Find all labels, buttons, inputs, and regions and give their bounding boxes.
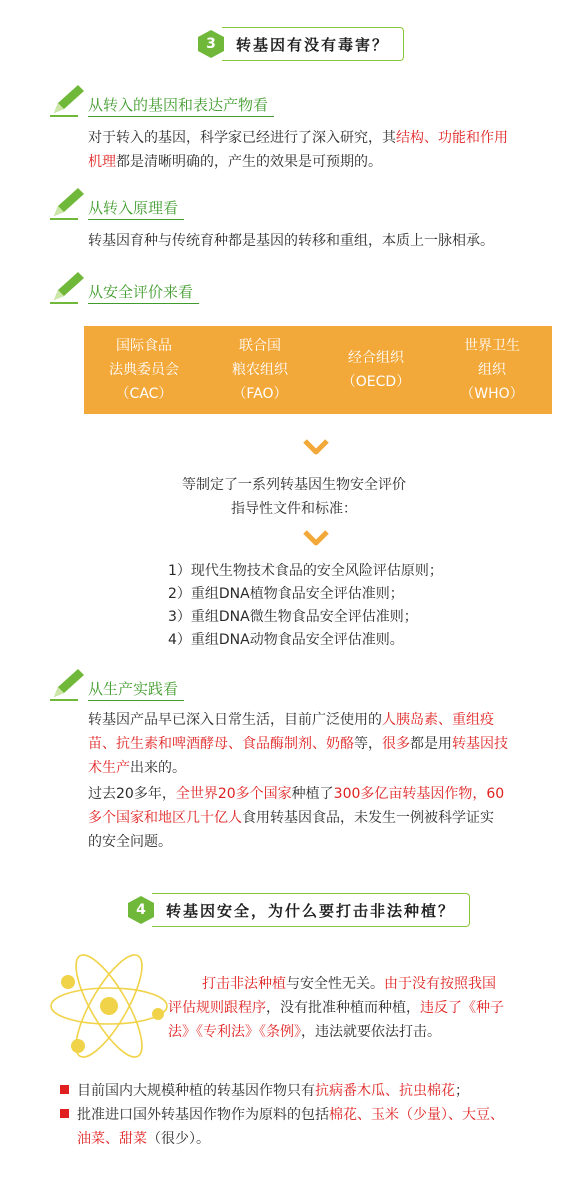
bullet-square-icon: [60, 1109, 69, 1118]
subheading-label: 从安全评价来看: [88, 281, 199, 304]
pencil-icon: [48, 186, 86, 220]
hexagon-badge-icon: [196, 29, 226, 59]
subheading-principle: [48, 186, 184, 220]
org-box-who: 世界卫生 组织 （WHO）: [432, 326, 552, 414]
pencil-icon: [48, 83, 86, 117]
paragraph-illegal-planting: 打击非法种植与安全性无关。由于没有按照我国 评估规则跟程序，没有批准种植而种植，违反了《种子 法》《专利法》《条例》，违法就要依法打击。: [168, 976, 504, 1040]
bullet-list: 目前国内大规模种植的转基因作物只有抗病番木瓜、抗虫棉花； 批准进口国外转基因作物作为原料的包括棉花、玉米（少量）、大豆、 油菜、甜菜（很少）。: [60, 1079, 570, 1151]
section4-title-text: 转基因安全，为什么要打击非法种植？: [152, 893, 470, 927]
list-item: 目前国内大规模种植的转基因作物只有抗病番木瓜、抗虫棉花；: [60, 1079, 570, 1103]
section4-title: [126, 890, 470, 930]
paragraph-production-2: 过去20多年，全世界20多个国家种植了300多亿亩转基因作物，60 多个国家和地区几十亿人食用转基因食品，未发生一例被科学证实 的安全问题。: [88, 786, 505, 850]
paragraph-gene-product: 对于转入的基因，科学家已经进行了深入研究，其结构、功能和作用 机理都是清晰明确的，产生的效果是可预期的。: [88, 130, 508, 170]
paragraph-production-1: 转基因产品早已深入日常生活，目前广泛使用的人胰岛素、重组疫 苗、抗生素和啤酒酵母、食品酶制剂、奶酪等，很多都是用转基因技 术生产出来的。: [88, 712, 508, 776]
pencil-icon: [48, 270, 86, 304]
subheading-label: 从转入的基因和表达产物看: [88, 94, 274, 117]
subheading-gene-product: [48, 83, 274, 117]
subheading-safety-evaluation: [48, 270, 199, 304]
list-item: 1）现代生物技术食品的安全风险评估原则；: [168, 563, 443, 579]
org-box-oecd: 经合组织 （OECD）: [316, 326, 436, 414]
pencil-icon: [48, 667, 86, 701]
subheading-label: 从生产实践看: [88, 678, 184, 701]
subheading-label: 从转入原理看: [88, 197, 184, 220]
org-box-cac: 国际食品 法典委员会 （CAC）: [84, 326, 204, 414]
list-item: 3）重组DNA微生物食品安全评估准则；: [168, 609, 418, 625]
section3-number: 3: [206, 36, 216, 52]
org-box-fao: 联合国 粮农组织 （FAO）: [200, 326, 320, 414]
list-item: 4）重组DNA动物食品安全评估准则。: [168, 632, 404, 648]
section4-number: 4: [136, 902, 146, 918]
paragraph-principle: 转基因育种与传统育种都是基因的转移和重组，本质上一脉相承。: [88, 233, 494, 249]
chevron-down-icon: [303, 530, 329, 546]
atom-icon: [44, 950, 174, 1062]
list-item: 批准进口国外转基因作物作为原料的包括棉花、玉米（少量）、大豆、: [60, 1103, 570, 1127]
bullet-square-icon: [60, 1085, 69, 1094]
chevron-down-icon: [303, 439, 329, 455]
standards-list: [168, 560, 443, 652]
safety-standards-statement: 等制定了一系列转基因生物安全评价 指导性文件和标准：: [182, 477, 406, 517]
section3-title-text: 转基因有没有毒害？: [222, 27, 404, 61]
subheading-production-practice: [48, 667, 184, 701]
list-item: 2）重组DNA植物食品安全评估准则；: [168, 586, 404, 602]
hexagon-badge-icon: [126, 895, 156, 925]
section3-title: [196, 24, 404, 64]
